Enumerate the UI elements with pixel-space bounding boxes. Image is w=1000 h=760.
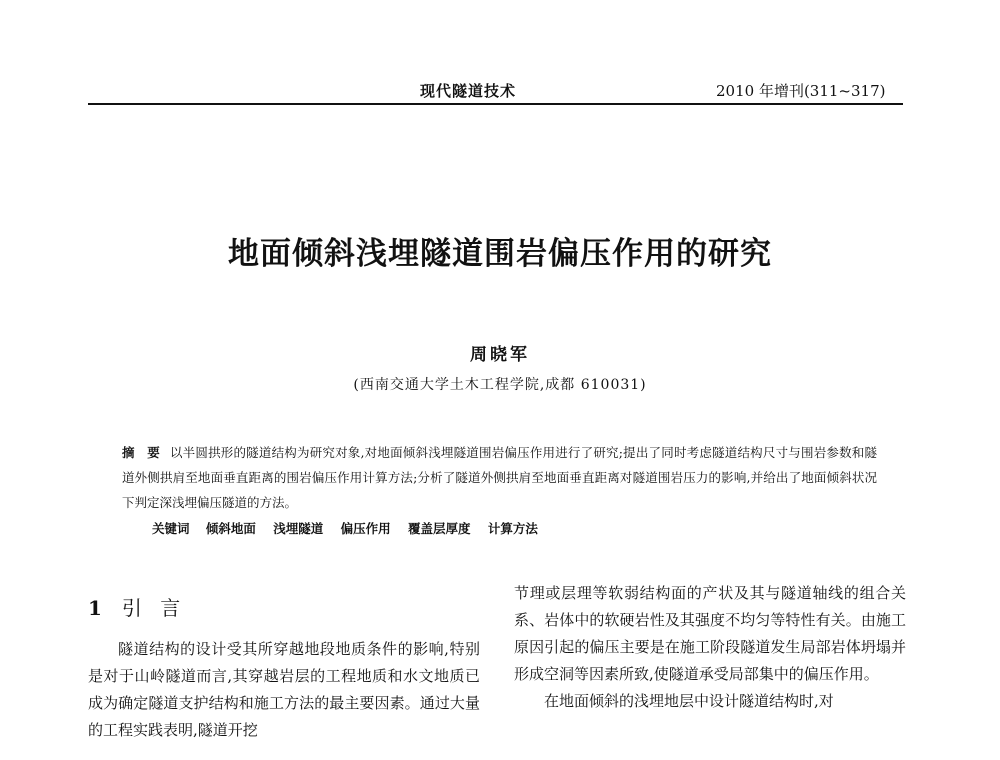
abstract-label: 摘 要	[122, 445, 164, 460]
keyword: 浅埋隧道	[273, 521, 324, 536]
issue-info: 2010 年增刊(311~317)	[716, 82, 886, 100]
keywords	[152, 519, 892, 537]
abstract-text: 以半圆拱形的隧道结构为研究对象,对地面倾斜浅埋隧道围岩偏压作用进行了研究;提出了同时考虑隧道结构尺寸与围岩参数和隧道外侧拱肩至地面垂直距离的围岩偏压作用计算方法;分析了隧道外侧拱肩至地面垂直距离对隧道围岩压力的影响,并给出了地面倾斜状况下判定深浅埋偏压隧道的方法。	[122, 445, 878, 510]
author-affiliation: (西南交通大学土木工程学院,成都 610031)	[353, 377, 647, 393]
header-rule	[88, 103, 903, 105]
left-column	[88, 592, 480, 744]
keywords-label: 关键词	[152, 521, 190, 536]
section-title: 引 言	[121, 596, 187, 620]
journal-name: 现代隧道技术	[420, 82, 517, 100]
body-paragraph: 节理或层理等软弱结构面的产状及其与隧道轴线的组合关系、岩体中的软硬岩性及其强度不均匀等特性有关。由施工原因引起的偏压主要是在施工阶段隧道发生局部岩体坍塌并形成空洞等因素所致,使隧道承受局部集中的偏压作用。	[514, 584, 906, 683]
right-column	[514, 580, 906, 715]
body-paragraph: 在地面倾斜的浅埋地层中设计隧道结构时,对	[544, 692, 834, 710]
keyword: 倾斜地面	[205, 521, 256, 536]
keyword: 计算方法	[487, 521, 538, 536]
keyword: 偏压作用	[340, 521, 391, 536]
paper-title: 地面倾斜浅埋隧道围岩偏压作用的研究	[228, 236, 772, 272]
author-name: 周晓军	[470, 345, 530, 365]
section-paragraph: 隧道结构的设计受其所穿越地段地质条件的影响,特别是对于山岭隧道而言,其穿越岩层的工程地质和水文地质已成为确定隧道支护结构和施工方法的最主要因素。通过大量的工程实践表明,隧道开挖	[88, 640, 480, 739]
abstract	[122, 440, 877, 515]
section-number: 1	[88, 596, 108, 620]
keyword: 覆盖层厚度	[408, 521, 471, 536]
section-heading	[88, 592, 480, 622]
